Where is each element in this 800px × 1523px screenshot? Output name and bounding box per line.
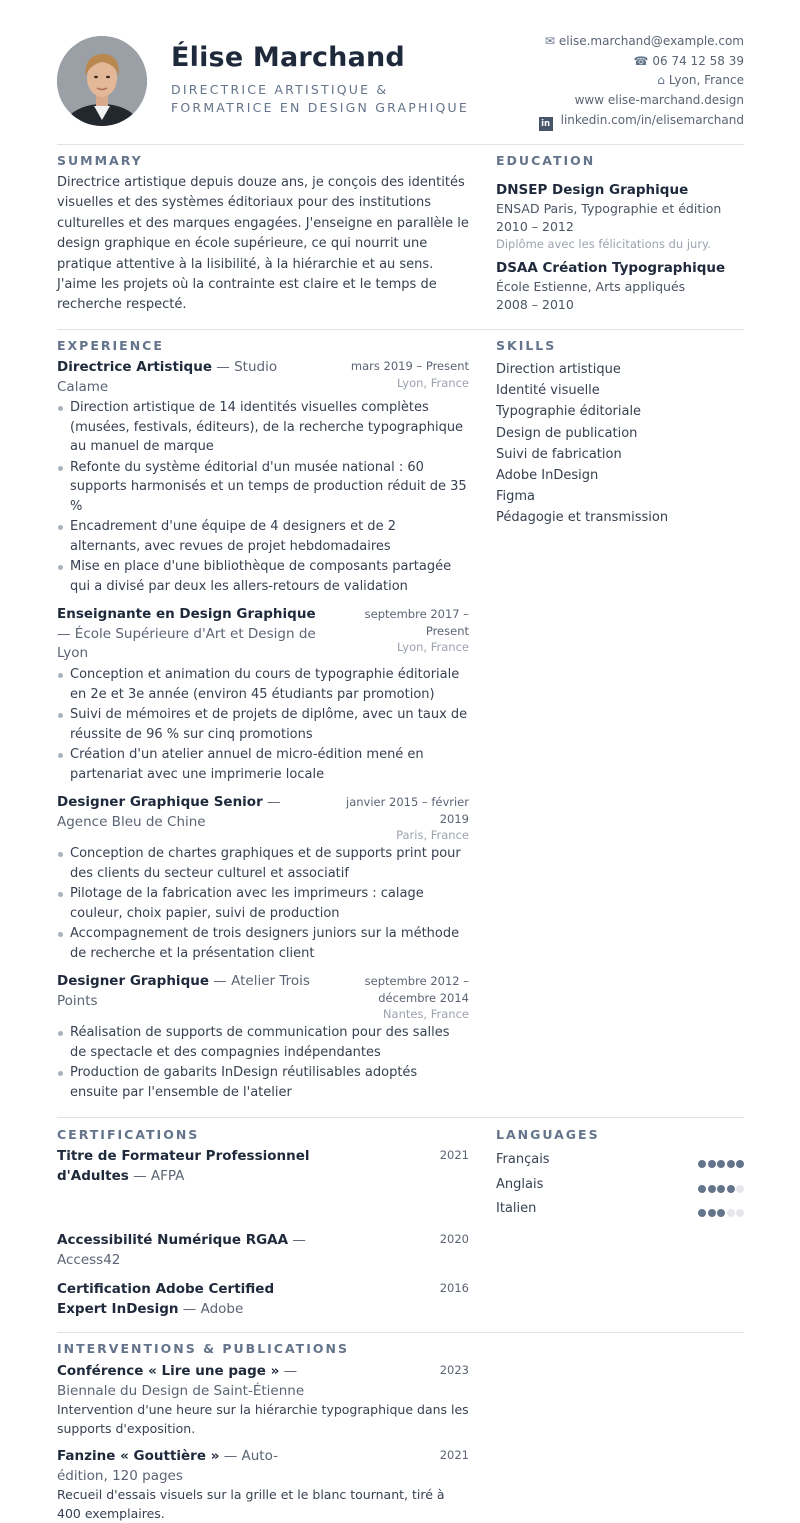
contact-phone[interactable] (539, 52, 744, 72)
school-name: ENSAD Paris (496, 201, 574, 216)
experience-heading: EXPERIENCE (57, 338, 164, 353)
contact-block (539, 32, 744, 130)
certification-year: 2020 (439, 1232, 469, 1246)
certification-title: Titre de Formateur Professionnel d'Adultes (57, 1148, 310, 1184)
filled-dot (717, 1160, 725, 1168)
publication-org: Biennale du Design de Saint-Étienne (57, 1383, 305, 1399)
school-name: École Estienne (496, 279, 588, 294)
bullet-item: Suivi de mémoires et de projets de diplôme, avec un taux de réussite de 96 % sur cinq promotions (57, 705, 469, 744)
skill-item: Figma (496, 489, 536, 505)
divider (57, 1117, 744, 1118)
job-title-line: Designer Graphique — Atelier Trois Points (57, 973, 310, 1009)
certification-year: 2021 (439, 1148, 469, 1162)
publication-title-line: Conférence « Lire une page » — Biennale du Design de Saint-Étienne (57, 1363, 305, 1399)
resume-header (57, 36, 744, 128)
skills-heading: SKILLS (496, 338, 557, 353)
filled-dot (717, 1209, 725, 1217)
skill-item: Adobe InDesign (496, 468, 599, 484)
job-meta (329, 794, 469, 844)
publications-heading: INTERVENTIONS & PUBLICATIONS (57, 1341, 349, 1356)
profile-photo (57, 36, 147, 126)
job-title: Directrice Artistique (57, 359, 212, 375)
contact-email[interactable] (539, 32, 744, 52)
certification-org: AFPA (150, 1168, 185, 1184)
experience-item (57, 605, 469, 785)
degree-note: Diplôme avec les félicitations du jury. (496, 237, 711, 251)
job-dates: septembre 2012 – décembre 2014 (364, 974, 469, 1005)
job-header (57, 605, 469, 664)
filled-dot (708, 1185, 716, 1193)
job-org: École Supérieure d'Art et Design de Lyon (57, 625, 316, 662)
bullet-item: Production de gabarits InDesign réutilisables adoptés ensuite par l'ensemble de l'atelier (57, 1063, 469, 1102)
skill-item: Direction artistique (496, 362, 621, 377)
degree-school-line: École Estienne, Arts appliqués (496, 279, 686, 294)
filled-dot (727, 1160, 735, 1168)
publication-item (57, 1446, 469, 1523)
job-title: Enseignante en Design Graphique (57, 606, 316, 622)
degree-field: Arts appliqués (595, 279, 686, 294)
job-org: Agence Bleu de Chine (57, 813, 206, 830)
linkedin-icon: in (539, 117, 553, 131)
certification-title-line: Titre de Formateur Professionnel d'Adultes — AFPA (57, 1148, 310, 1184)
certification-item (57, 1279, 469, 1319)
education-heading: EDUCATION (496, 153, 596, 168)
bullet-item: Conception de chartes graphiques et de supports print pour des clients du secteur culturel et associatif (57, 844, 469, 883)
bullet-item: Encadrement d'une équipe de 4 designers et de 2 alternants, avec revues de projet hebdomadaires (57, 517, 469, 556)
publication-title: Fanzine « Gouttière » (57, 1448, 220, 1464)
phone-text: 06 74 12 58 39 (652, 53, 744, 68)
experience-item (57, 972, 469, 1103)
publication-year: 2023 (439, 1363, 469, 1377)
certification-org: Access42 (57, 1252, 121, 1268)
degree-title: DSAA Création Typographique (496, 260, 726, 276)
filled-dot (698, 1209, 706, 1217)
job-dates: mars 2019 – Present (350, 359, 469, 373)
language-name: Italien (496, 1201, 537, 1217)
job-meta (329, 973, 469, 1023)
portrait-image (57, 36, 147, 126)
publication-year: 2021 (439, 1448, 469, 1462)
empty-dot (736, 1185, 744, 1193)
job-header (57, 793, 469, 843)
publication-org: Auto-édition, 120 pages (57, 1448, 278, 1484)
certification-title: Certification Adobe Certified Expert InDesign (57, 1281, 275, 1317)
job-header (57, 972, 469, 1022)
certification-title-line: Certification Adobe Certified Expert InDesign — Adobe (57, 1281, 275, 1317)
bullet-item: Conception et animation du cours de typographie éditoriale en 2e et 3e année (environ 45 étudiants par promotion) (57, 665, 469, 704)
skill-item: Suivi de fabrication (496, 446, 622, 462)
job-location: Nantes, France (382, 1007, 469, 1021)
job-location: Lyon, France (396, 640, 469, 654)
candidate-role: DIRECTRICE ARTISTIQUE & FORMATRICE EN DESIGN GRAPHIQUE (171, 82, 469, 115)
degree-dates: 2008 – 2010 (496, 297, 574, 312)
bullet-item: Direction artistique de 14 identités visuelles complètes (musées, festivals, éditeurs), de la recherche typographique au manuel de marque (57, 398, 469, 457)
filled-dot (698, 1160, 706, 1168)
certification-item (57, 1146, 469, 1186)
publication-title-line: Fanzine « Gouttière » — Auto-édition, 120 pages (57, 1448, 278, 1484)
job-dates: septembre 2017 – Present (364, 607, 469, 638)
certification-title: Accessibilité Numérique RGAA (57, 1232, 289, 1248)
skills-list (496, 359, 744, 529)
email-text: elise.marchand@example.com (558, 34, 744, 48)
job-title-line: Designer Graphique Senior — Agence Bleu de Chine (57, 794, 281, 830)
proficiency-dots (697, 1157, 745, 1166)
proficiency-dots (697, 1206, 745, 1215)
location-text: Lyon, France (668, 73, 744, 88)
bullet-item: Accompagnement de trois designers juniors sur la méthode de recherche et la présentation client (57, 924, 469, 963)
job-meta (329, 358, 469, 391)
certification-org: Adobe (200, 1301, 244, 1317)
empty-dot (736, 1209, 744, 1217)
job-title: Designer Graphique Senior (57, 794, 263, 810)
divider (57, 1332, 744, 1333)
job-meta (329, 606, 469, 656)
bullet-item: Refonte du système éditorial d'un musée national : 60 supports harmonisés et un temps de production réduit de 35 % (57, 458, 469, 517)
job-org: Studio Calame (57, 359, 278, 395)
degree-title: DNSEP Design Graphique (496, 182, 689, 198)
linkedin-text: linkedin.com/in/elisemarchand (560, 112, 744, 127)
home-icon: ⌂ (657, 73, 665, 88)
certification-item (57, 1230, 469, 1270)
filled-dot (727, 1185, 735, 1193)
certification-year: 2016 (439, 1281, 469, 1295)
filled-dot (736, 1160, 744, 1168)
job-location: Lyon, France (396, 375, 469, 390)
job-bullets (57, 1023, 469, 1102)
phone-icon: ☎ (633, 53, 649, 68)
proficiency-dots (697, 1182, 745, 1191)
job-dates: janvier 2015 – février 2019 (346, 795, 469, 826)
envelope-icon: ✉ (544, 34, 555, 48)
skill-item: Identité visuelle (496, 383, 600, 399)
job-header (57, 358, 469, 397)
degree-field: Typographie et édition (581, 201, 722, 216)
degree-school-line: ENSAD Paris, Typographie et édition (496, 201, 722, 216)
job-bullets (57, 844, 469, 963)
filled-dot (708, 1160, 716, 1168)
divider (57, 329, 744, 330)
summary-heading: SUMMARY (57, 153, 143, 168)
publication-description: Intervention d'une heure sur la hiérarchie typographique dans les supports d'exposition. (57, 1402, 469, 1436)
bullet-item: Mise en place d'une bibliothèque de composants partagée qui a divisé par deux les allers-retours de validation (57, 557, 469, 596)
bullet-item: Pilotage de la fabrication avec les imprimeurs : calage couleur, choix papier, suivi de production (57, 884, 469, 923)
publication-description: Recueil d'essais visuels sur la grille et le blanc tournant, tiré à 400 exemplaires. (57, 1487, 445, 1521)
job-org: Atelier Trois Points (57, 973, 310, 1009)
candidate-name: Élise Marchand (171, 42, 405, 73)
job-title-line: Directrice Artistique — Studio Calame (57, 359, 278, 395)
language-item (496, 1152, 744, 1177)
language-name: Anglais (496, 1176, 544, 1192)
language-item (496, 1177, 744, 1202)
skill-item: Design de publication (496, 425, 638, 441)
certification-title-line: Accessibilité Numérique RGAA — Access42 (57, 1232, 306, 1268)
contact-website[interactable] (539, 91, 744, 111)
publication-item (57, 1361, 469, 1438)
job-location: Paris, France (396, 828, 469, 842)
divider (57, 144, 744, 145)
education-item (496, 259, 744, 314)
filled-dot (708, 1209, 716, 1217)
filled-dot (717, 1185, 725, 1193)
job-title: Designer Graphique (57, 973, 209, 989)
job-bullets (57, 665, 469, 784)
experience-item (57, 358, 469, 597)
publication-title: Conférence « Lire une page » (57, 1363, 280, 1379)
language-item (496, 1201, 744, 1226)
skill-item: Typographie éditoriale (496, 404, 642, 420)
degree-dates: 2010 – 2012 (496, 219, 574, 234)
job-title-line: Enseignante en Design Graphique — École Supérieure d'Art et Design de Lyon (57, 606, 316, 662)
skill-item: Pédagogie et transmission (496, 510, 669, 526)
languages-list (496, 1152, 744, 1226)
certifications-heading: CERTIFICATIONS (57, 1127, 200, 1142)
website-text: www elise-marchand.design (574, 93, 744, 108)
summary-text: Directrice artistique depuis douze ans, je conçois des identités visuelles et des systèmes éditoriaux pour des institutions culturelles et des marques engagées. J'enseigne en parallèle le design graphique en école supérieure, ce qui nourrit une pratique attentive à la lisibilité, à la hiérarchie et au sens. J'aime les projets où la contrainte est claire et le temps de recherche respecté. (57, 175, 469, 313)
bullet-item: Création d'un atelier annuel de micro-édition mené en partenariat avec une imprimerie locale (57, 745, 469, 784)
contact-linkedin[interactable] (539, 111, 744, 131)
language-name: Français (496, 1152, 550, 1167)
empty-dot (727, 1209, 735, 1217)
contact-location (539, 71, 744, 91)
bullet-item: Réalisation de supports de communication pour des salles de spectacle et des compagnies indépendantes (57, 1023, 469, 1062)
languages-heading: LANGUAGES (496, 1127, 600, 1142)
education-item (496, 181, 744, 253)
filled-dot (698, 1185, 706, 1193)
job-bullets (57, 398, 469, 596)
experience-item (57, 793, 469, 964)
